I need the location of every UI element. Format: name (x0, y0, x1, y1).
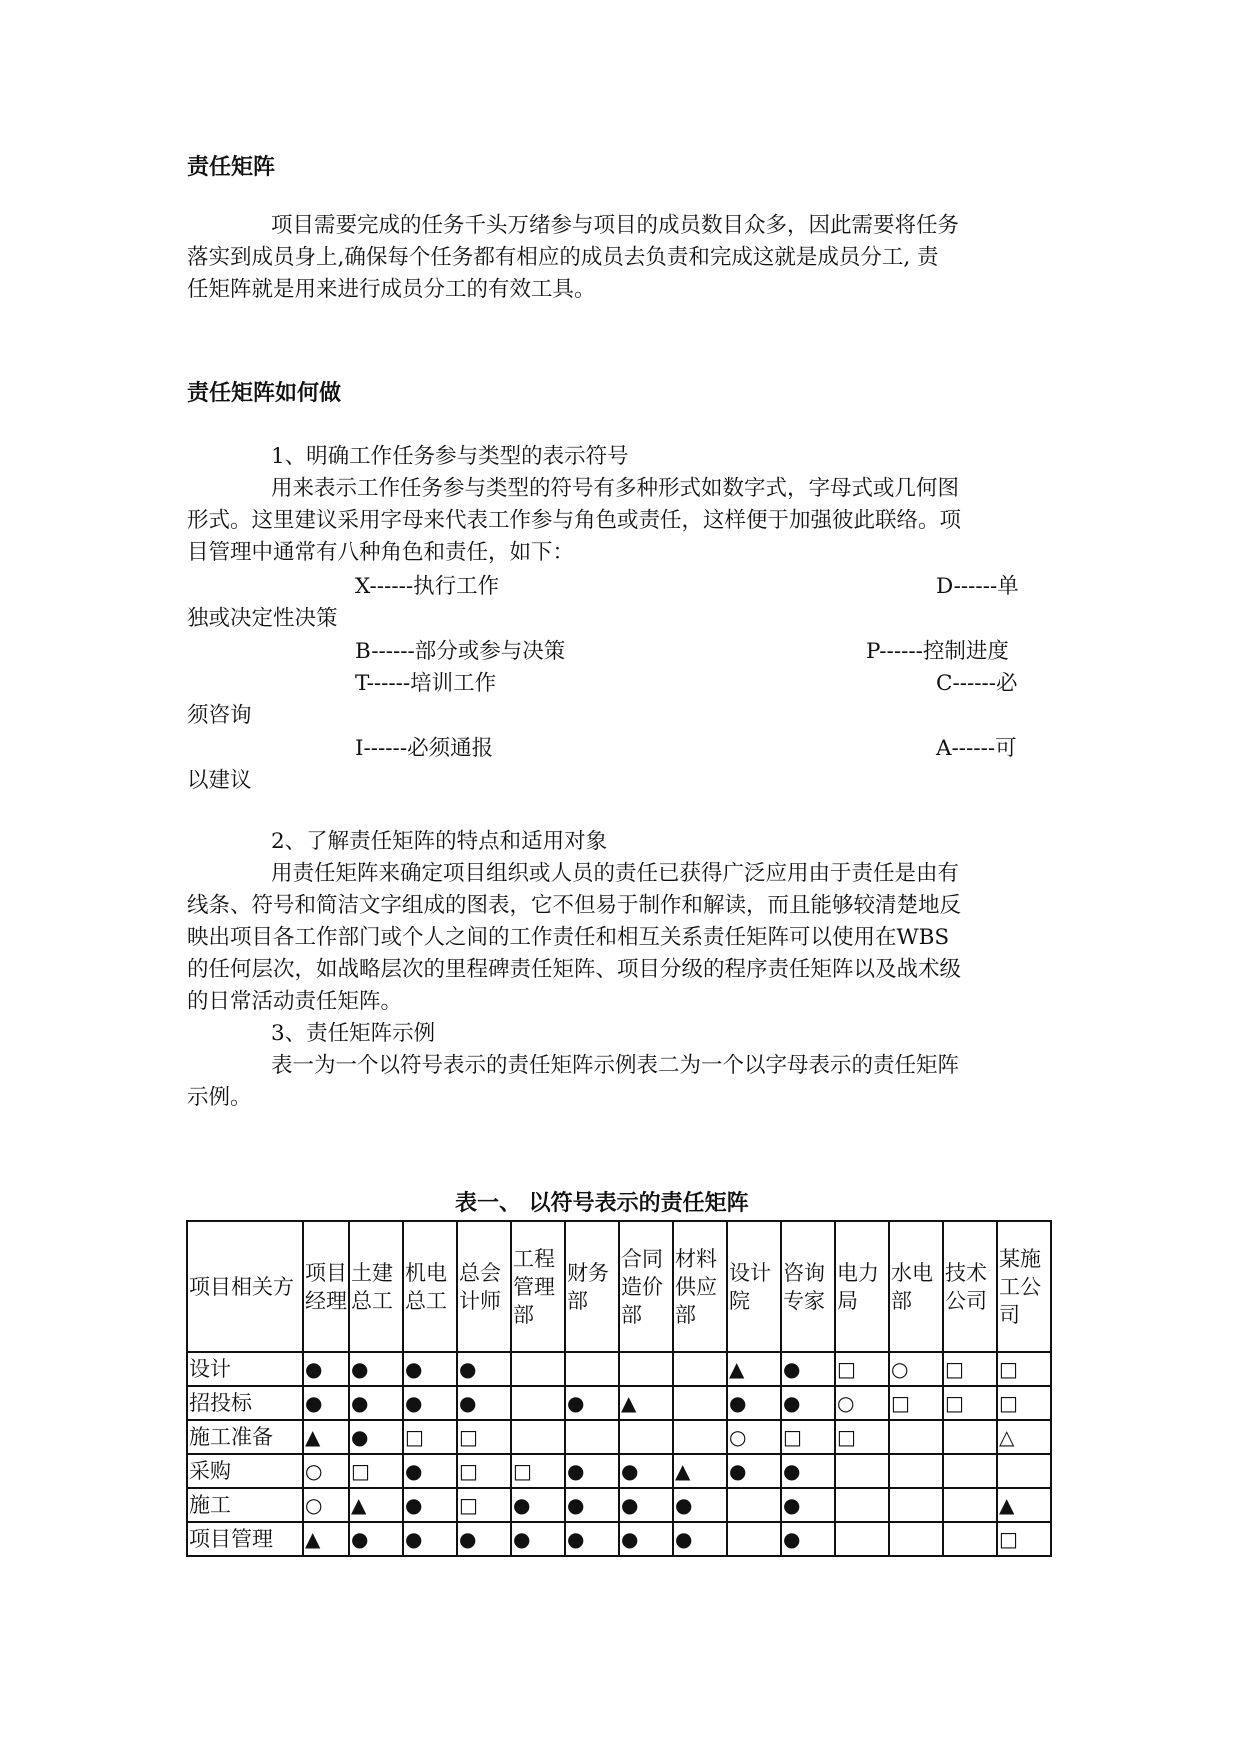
matrix-cell: ● (619, 1488, 673, 1522)
matrix-cell: ○ (727, 1420, 781, 1454)
header-label: 咨询专家 (783, 1260, 825, 1313)
matrix-cell (943, 1522, 997, 1556)
table-row (187, 1522, 1051, 1556)
table-header-row (187, 1221, 1051, 1352)
row-label: 施工 (187, 1488, 303, 1522)
matrix-cell: ○ (889, 1352, 943, 1386)
matrix-cell: □ (997, 1386, 1051, 1420)
header-stakeholder (187, 1221, 303, 1352)
matrix-cell: ▲ (619, 1386, 673, 1420)
matrix-cell: ● (403, 1386, 457, 1420)
table-row (187, 1420, 1051, 1454)
role-a-continued: 以建议 (187, 768, 252, 793)
header-party (511, 1221, 565, 1352)
matrix-cell: □ (781, 1420, 835, 1454)
paragraph-line: 映出项目各工作部门或个人之间的工作责任和相互关系责任矩阵可以使用在WBS (187, 925, 950, 950)
matrix-cell: ○ (835, 1386, 889, 1420)
matrix-cell (889, 1420, 943, 1454)
header-party (781, 1221, 835, 1352)
header-label: 技术公司 (945, 1260, 987, 1313)
header-party (403, 1221, 457, 1352)
matrix-cell: ● (673, 1522, 727, 1556)
matrix-cell: □ (943, 1352, 997, 1386)
matrix-cell: □ (997, 1522, 1051, 1556)
matrix-cell: ● (565, 1522, 619, 1556)
matrix-cell: □ (835, 1420, 889, 1454)
matrix-cell: ● (457, 1352, 511, 1386)
matrix-cell (889, 1522, 943, 1556)
row-label: 采购 (187, 1454, 303, 1488)
matrix-cell: ● (349, 1522, 403, 1556)
header-label: 合同造价部 (621, 1246, 663, 1327)
table-title: 表一、 以符号表示的责任矩阵 (455, 1191, 749, 1216)
header-label: 项目经理 (305, 1260, 347, 1313)
matrix-cell: ○ (303, 1454, 349, 1488)
matrix-cell (511, 1386, 565, 1420)
intro-paragraph (187, 210, 1087, 306)
header-party (997, 1221, 1051, 1352)
matrix-cell: ○ (303, 1488, 349, 1522)
matrix-cell: ● (781, 1454, 835, 1488)
paragraph-line: 的日常活动责任矩阵。 (187, 989, 403, 1014)
matrix-cell (619, 1420, 673, 1454)
matrix-cell (511, 1352, 565, 1386)
matrix-cell: △ (997, 1420, 1051, 1454)
role-i: I------必须通报 (355, 736, 494, 761)
paragraph-line: 用来表示工作任务参与类型的符号有多种形式如数字式，字母式或几何图 (271, 476, 960, 501)
header-party (349, 1221, 403, 1352)
matrix-cell: ▲ (673, 1454, 727, 1488)
matrix-cell: □ (457, 1454, 511, 1488)
matrix-cell (673, 1386, 727, 1420)
matrix-cell: ▲ (303, 1522, 349, 1556)
matrix-cell (673, 1420, 727, 1454)
matrix-cell: ● (403, 1522, 457, 1556)
role-a: A------可 (936, 736, 1017, 761)
matrix-cell (835, 1454, 889, 1488)
matrix-cell: ● (349, 1420, 403, 1454)
matrix-cell: ● (781, 1386, 835, 1420)
paragraph-line: 线条、符号和简洁文字组成的图表，它不但易于制作和解读，而且能够较清楚地反 (187, 893, 962, 918)
matrix-cell (835, 1522, 889, 1556)
matrix-cell (619, 1352, 673, 1386)
matrix-cell: ● (457, 1522, 511, 1556)
role-t: T------培训工作 (355, 671, 497, 696)
responsibility-matrix-table (186, 1220, 1052, 1557)
paragraph-line: 用责任矩阵来确定项目组织或人员的责任已获得广泛应用由于责任是由有 (271, 861, 960, 886)
role-c-continued: 须咨询 (187, 703, 252, 728)
table-row (187, 1386, 1051, 1420)
header-label: 总会计师 (459, 1260, 501, 1313)
matrix-cell: ▲ (349, 1488, 403, 1522)
matrix-cell (511, 1420, 565, 1454)
matrix-cell (727, 1522, 781, 1556)
header-label: 土建总工 (351, 1260, 393, 1313)
matrix-cell: ● (781, 1522, 835, 1556)
header-party (303, 1221, 349, 1352)
matrix-cell: □ (457, 1420, 511, 1454)
header-party (457, 1221, 511, 1352)
matrix-cell: ● (727, 1386, 781, 1420)
header-party (727, 1221, 781, 1352)
matrix-cell: □ (457, 1488, 511, 1522)
matrix-cell (727, 1488, 781, 1522)
row-label: 施工准备 (187, 1420, 303, 1454)
matrix-cell: □ (835, 1352, 889, 1386)
matrix-cell: ● (349, 1386, 403, 1420)
row-label: 招投标 (187, 1386, 303, 1420)
table-row (187, 1454, 1051, 1488)
paragraph-line: 项目需要完成的任务千头万绪参与项目的成员数目众多，因此需要将任务 (271, 213, 960, 238)
matrix-cell: ● (619, 1522, 673, 1556)
matrix-cell: □ (403, 1420, 457, 1454)
paragraph-line: 的任何层次，如战略层次的里程碑责任矩阵、项目分级的程序责任矩阵以及战术级 (187, 957, 962, 982)
matrix-cell: ▲ (727, 1352, 781, 1386)
matrix-cell: ● (565, 1454, 619, 1488)
header-party (619, 1221, 673, 1352)
paragraph-line: 任矩阵就是用来进行成员分工的有效工具。 (187, 277, 596, 302)
role-x: X------执行工作 (355, 574, 500, 599)
row-label: 项目管理 (187, 1522, 303, 1556)
matrix-cell: ▲ (997, 1488, 1051, 1522)
matrix-cell (943, 1420, 997, 1454)
role-p: P------控制进度 (866, 639, 1009, 664)
header-label: 机电总工 (405, 1260, 447, 1313)
header-label: 工程管理部 (513, 1246, 555, 1327)
matrix-cell: ● (673, 1488, 727, 1522)
table-row (187, 1352, 1051, 1386)
matrix-cell: ● (565, 1488, 619, 1522)
step1-block (187, 441, 1087, 569)
section-title-responsibility-matrix: 责任矩阵 (187, 155, 276, 180)
header-label: 电力局 (837, 1260, 879, 1313)
matrix-cell: □ (943, 1386, 997, 1420)
header-party (835, 1221, 889, 1352)
matrix-cell (835, 1488, 889, 1522)
matrix-cell (565, 1352, 619, 1386)
matrix-cell: ● (403, 1352, 457, 1386)
role-d-continued: 独或决定性决策 (187, 606, 338, 631)
header-label: 设计院 (729, 1260, 771, 1313)
role-c: C------必 (936, 671, 1018, 696)
matrix-cell (889, 1454, 943, 1488)
matrix-cell (889, 1488, 943, 1522)
matrix-cell: □ (511, 1454, 565, 1488)
header-label: 项目相关方 (189, 1274, 294, 1299)
row-label: 设计 (187, 1352, 303, 1386)
header-label: 水电部 (891, 1260, 933, 1313)
matrix-cell: ● (781, 1488, 835, 1522)
role-b: B------部分或参与决策 (355, 639, 566, 664)
role-d: D------单 (936, 574, 1019, 599)
matrix-cell: ● (727, 1454, 781, 1488)
matrix-cell (943, 1454, 997, 1488)
paragraph-line: 示例。 (187, 1085, 252, 1110)
paragraph-line: 表一为一个以符号表示的责任矩阵示例表二为一个以字母表示的责任矩阵 (271, 1053, 960, 1078)
matrix-cell: □ (349, 1454, 403, 1488)
matrix-cell: ● (403, 1488, 457, 1522)
header-party (889, 1221, 943, 1352)
matrix-cell: ▲ (303, 1420, 349, 1454)
header-party (673, 1221, 727, 1352)
paragraph-line: 形式。这里建议采用字母来代表工作参与角色或责任，这样便于加强彼此联络。项 (187, 508, 962, 533)
header-label: 财务部 (567, 1260, 609, 1313)
matrix-cell: ● (403, 1454, 457, 1488)
matrix-cell: □ (889, 1386, 943, 1420)
paragraph-line: 目管理中通常有八种角色和责任，如下： (187, 540, 575, 565)
step3-title: 3、责任矩阵示例 (271, 1021, 436, 1046)
step1-title: 1、明确工作任务参与类型的表示符号 (271, 444, 629, 469)
header-label: 材料供应部 (675, 1246, 717, 1327)
header-label: 某施工公司 (999, 1246, 1041, 1327)
matrix-cell: □ (997, 1352, 1051, 1386)
matrix-cell (997, 1454, 1051, 1488)
step2-block (187, 826, 1087, 1114)
matrix-cell (565, 1420, 619, 1454)
matrix-cell: ● (511, 1488, 565, 1522)
matrix-cell: ● (511, 1522, 565, 1556)
matrix-cell: ● (349, 1352, 403, 1386)
header-party (943, 1221, 997, 1352)
matrix-cell: ● (303, 1352, 349, 1386)
step2-title: 2、了解责任矩阵的特点和适用对象 (271, 829, 608, 854)
header-party (565, 1221, 619, 1352)
matrix-cell: ● (303, 1386, 349, 1420)
matrix-cell: ● (781, 1352, 835, 1386)
matrix-cell: ● (565, 1386, 619, 1420)
section-title-how-to: 责任矩阵如何做 (187, 381, 342, 406)
matrix-cell (943, 1488, 997, 1522)
paragraph-line: 落实到成员身上,确保每个任务都有相应的成员去负责和完成这就是成员分工, 责 (187, 245, 939, 270)
table-row (187, 1488, 1051, 1522)
matrix-cell (673, 1352, 727, 1386)
matrix-cell: ● (619, 1454, 673, 1488)
matrix-cell: ● (457, 1386, 511, 1420)
